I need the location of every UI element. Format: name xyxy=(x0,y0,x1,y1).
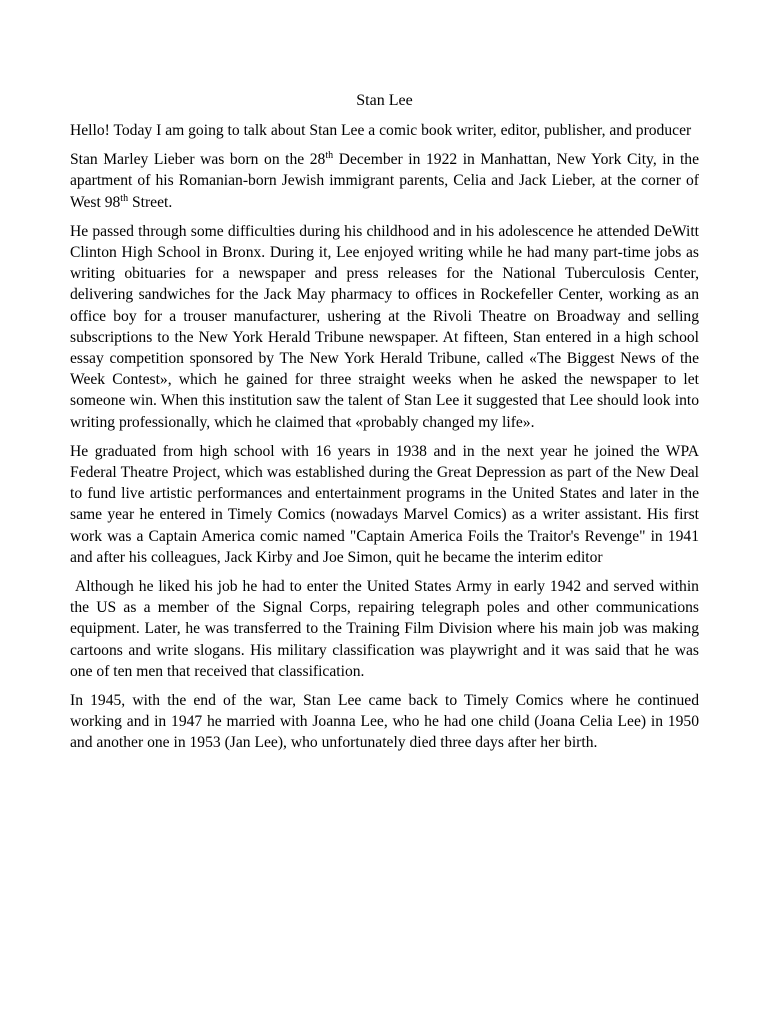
ordinal-suffix: th xyxy=(325,150,334,162)
paragraph-army: Although he liked his job he had to enter the United States Army in early 1942 and served within the US as a member of the Signal Corps, repairing telegraph poles and other communications equipment. Later, he was transferred to the Training Film Division where his main job was making cartoons and write slogans. His military classification was playwright and it was said that he was one of ten men that received that classification. xyxy=(70,578,703,680)
birth-text-1: Stan Marley Lieber was born on the 28 xyxy=(70,151,326,169)
paragraph-career: He graduated from high school with 16 years in 1938 and in the next year he joined the WPA Federal Theatre Project, which was established during the Great Depression as part of the New Deal to fund live artistic performances and entertainment programs in the United States and later in the same year he entered in Timely Comics (nowadays Marvel Comics) as a writer assistant. His first work was a Captain America comic named "Captain America Foils the Traitor's Revenge" in 1941 and after his colleagues, Jack Kirby and Joe Simon, quit he became the interim editor xyxy=(70,442,699,566)
ordinal-suffix: th xyxy=(120,192,129,204)
paragraph-birth xyxy=(70,149,699,213)
paragraph-intro: Hello! Today I am going to talk about Stan Lee a comic book writer, editor, publisher, and producer xyxy=(70,122,692,139)
document-body xyxy=(70,90,703,762)
paragraph-postwar: In 1945, with the end of the war, Stan Lee came back to Timely Comics where he continued working and in 1947 he married with Joanna Lee, who he had one child (Joana Celia Lee) in 1950 and another one in 1953 (Jan Lee), who unfortunately died three days after her birth. xyxy=(70,692,699,752)
birth-text-2: December in 1922 in Manhattan, New York City, in the apartment of his Romanian-born Jewish immigrant parents, Celia and Jack Lieber, at the corner of West 98 xyxy=(70,151,699,211)
birth-text-3: Street. xyxy=(128,193,173,211)
paragraph-childhood: He passed through some difficulties during his childhood and in his adolescence he attended DeWitt Clinton High School in Bronx. During it, Lee enjoyed writing while he had many part-time jobs as writing obituaries for a newspaper and press releases for the National Tuberculosis Center, delivering sandwiches for the Jack May pharmacy to offices in Rockefeller Center, working as an office boy for a trouser manufacturer, ushering at the Rivoli Theatre on Broadway and selling subscriptions to the New York Herald Tribune newspaper. At fifteen, Stan entered in a high school essay competition sponsored by The New York Herald Tribune, called «The Biggest News of the Week Contest», which he gained for three straight weeks when he asked the newspaper to let someone win. When this institution saw the talent of Stan Lee it suggested that Lee should look into writing professionally, which he claimed that «probably changed my life». xyxy=(70,222,699,431)
page-title: Stan Lee xyxy=(356,92,413,109)
